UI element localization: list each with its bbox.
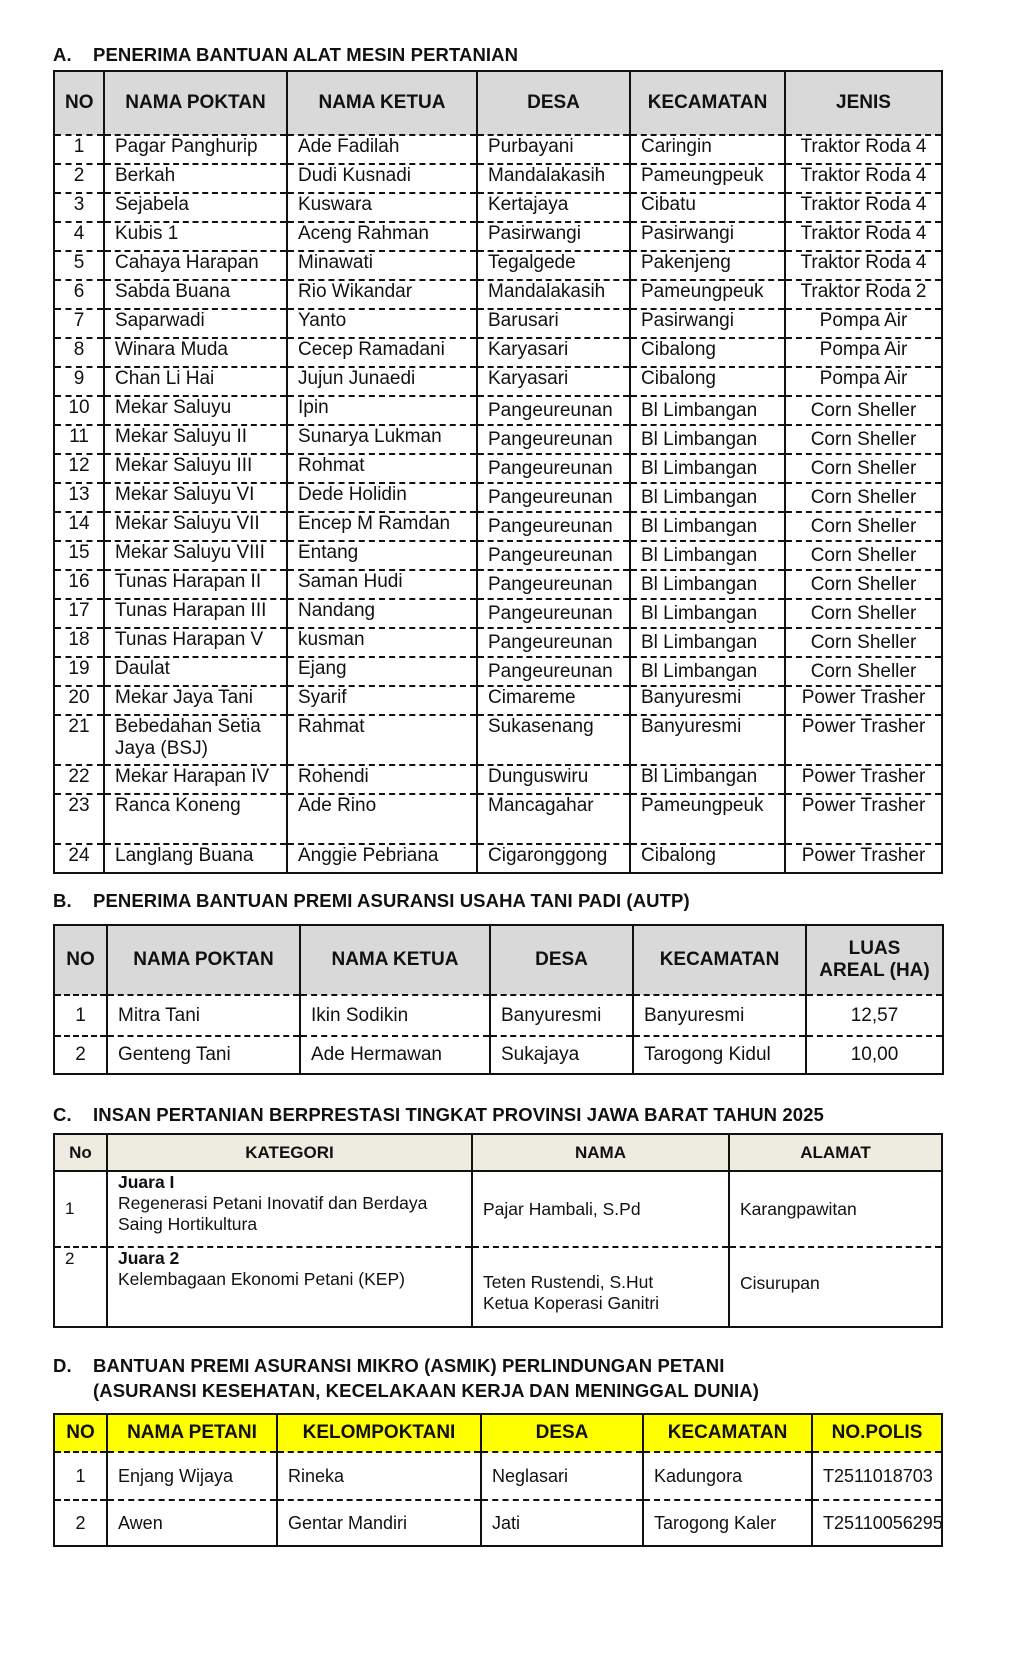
cell-kecamatan: Bl Limbangan: [630, 541, 785, 570]
cell-desa: Sukasenang: [477, 715, 630, 765]
cell-jenis: Traktor Roda 4: [785, 251, 942, 280]
table-row: [54, 599, 942, 628]
cell-desa: Mandalakasih: [477, 164, 630, 193]
cell-jenis: Traktor Roda 4: [785, 222, 942, 251]
cell-nama-poktan: Tunas Harapan II: [104, 570, 287, 599]
cell-jenis: Pompa Air: [785, 338, 942, 367]
col-header-nama-poktan: NAMA POKTAN: [104, 71, 287, 135]
cell-jenis: Pompa Air: [785, 309, 942, 338]
cell-kategori: [107, 1247, 472, 1327]
cell-desa: Cigaronggong: [477, 844, 630, 873]
table-asmik: [53, 1413, 943, 1547]
cell-kecamatan: Bl Limbangan: [630, 483, 785, 512]
cell-nama-ketua: Aceng Rahman: [287, 222, 477, 251]
cell-kecamatan: Pasirwangi: [630, 309, 785, 338]
cell-jenis: Corn Sheller: [785, 512, 942, 541]
cell-nama-ketua: Anggie Pebriana: [287, 844, 477, 873]
cell-jenis: Traktor Roda 4: [785, 135, 942, 164]
cell-nama-poktan: Langlang Buana: [104, 844, 287, 873]
cell-kecamatan: Pameungpeuk: [630, 794, 785, 844]
cell-nama-ketua: Sunarya Lukman: [287, 425, 477, 454]
cell-nama-poktan: Sabda Buana: [104, 280, 287, 309]
cell-nama-ketua: Minawati: [287, 251, 477, 280]
table-row: [54, 765, 942, 794]
section-c-heading: INSAN PERTANIAN BERPRESTASI TINGKAT PROVINSI JAWA BARAT TAHUN 2025: [93, 1104, 824, 1125]
cell-jenis: Corn Sheller: [785, 425, 942, 454]
cell-nama: [472, 1171, 729, 1247]
cell-kecamatan: Tarogong Kidul: [633, 1036, 806, 1074]
cell-nama-poktan: Pagar Panghurip: [104, 135, 287, 164]
cell-nama-poktan: Sejabela: [104, 193, 287, 222]
cell-desa: Pangeureunan: [477, 512, 630, 541]
table-row: [54, 454, 942, 483]
table-alsintan: [53, 70, 943, 874]
cell-kecamatan: Bl Limbangan: [630, 628, 785, 657]
cell-desa: Neglasari: [481, 1452, 643, 1500]
cell-desa: Pangeureunan: [477, 599, 630, 628]
table-row: [54, 995, 943, 1036]
table-row: [54, 280, 942, 309]
table-row: [54, 222, 942, 251]
cell-jenis: Traktor Roda 4: [785, 164, 942, 193]
table-row: [54, 367, 942, 396]
cell-jenis: Corn Sheller: [785, 570, 942, 599]
cell-nama-poktan: Ranca Koneng: [104, 794, 287, 844]
cell-kategori: [107, 1171, 472, 1247]
cell-kecamatan: Cibatu: [630, 193, 785, 222]
cell-kecamatan: Kadungora: [643, 1452, 812, 1500]
section-c-label: C.: [53, 1104, 72, 1125]
cell-no: 12: [54, 454, 104, 483]
col-header-kecamatan: KECAMATAN: [630, 71, 785, 135]
cell-jenis: Corn Sheller: [785, 541, 942, 570]
cell-desa: Karyasari: [477, 367, 630, 396]
col-header-kecamatan: KECAMATAN: [643, 1414, 812, 1452]
table-row: [54, 1171, 942, 1247]
table-row: [54, 844, 942, 873]
cell-no: 1: [54, 135, 104, 164]
cell-kelompoktani: Gentar Mandiri: [277, 1500, 481, 1546]
cell-no-polis: T2511018703: [812, 1452, 942, 1500]
table-prestasi: [53, 1133, 943, 1328]
table-row: [54, 1452, 942, 1500]
cell-no: 13: [54, 483, 104, 512]
cell-nama-ketua: Ade Hermawan: [300, 1036, 490, 1074]
cell-nama-ketua: Rohendi: [287, 765, 477, 794]
section-d-label: D.: [53, 1355, 72, 1376]
cell-no: 5: [54, 251, 104, 280]
cell-nama-ketua: Encep M Ramdan: [287, 512, 477, 541]
cell-desa: Mancagahar: [477, 794, 630, 844]
col-header-desa: DESA: [481, 1414, 643, 1452]
cell-nama-ketua: Syarif: [287, 686, 477, 715]
cell-jenis: Corn Sheller: [785, 483, 942, 512]
table-header-row: [54, 1134, 942, 1171]
cell-jenis: Corn Sheller: [785, 657, 942, 686]
cell-nama-ketua: Rio Wikandar: [287, 280, 477, 309]
cell-nama-petani: Awen: [107, 1500, 277, 1546]
cell-desa: Barusari: [477, 309, 630, 338]
table-row: [54, 396, 942, 425]
table-row: [54, 686, 942, 715]
cell-no: 4: [54, 222, 104, 251]
cell-nama-ketua: Cecep Ramadani: [287, 338, 477, 367]
cell-jenis: Corn Sheller: [785, 628, 942, 657]
cell-no: 1: [54, 995, 107, 1036]
cell-nama-ketua: Ade Rino: [287, 794, 477, 844]
cell-nama-ketua: Saman Hudi: [287, 570, 477, 599]
cell-desa: Pangeureunan: [477, 628, 630, 657]
col-header-desa: DESA: [490, 925, 633, 995]
cell-nama-ketua: kusman: [287, 628, 477, 657]
col-header-nama: NAMA: [472, 1134, 729, 1171]
cell-nama-ketua: Ade Fadilah: [287, 135, 477, 164]
cell-jenis: Corn Sheller: [785, 454, 942, 483]
cell-desa: Pangeureunan: [477, 541, 630, 570]
cell-no: 9: [54, 367, 104, 396]
cell-nama-poktan: Saparwadi: [104, 309, 287, 338]
cell-kecamatan: Banyuresmi: [633, 995, 806, 1036]
cell-desa: Kertajaya: [477, 193, 630, 222]
cell-nama-ketua: Dudi Kusnadi: [287, 164, 477, 193]
cell-no-polis: T25110056295: [812, 1500, 942, 1546]
cell-no: 14: [54, 512, 104, 541]
col-header-no: NO: [54, 925, 107, 995]
cell-nama-petani: Enjang Wijaya: [107, 1452, 277, 1500]
col-header-nama-ketua: NAMA KETUA: [300, 925, 490, 995]
table-row: [54, 135, 942, 164]
cell-nama-poktan: Bebedahan Setia Jaya (BSJ): [104, 715, 287, 765]
cell-nama-poktan: Mekar Saluyu VII: [104, 512, 287, 541]
cell-nama-ketua: Entang: [287, 541, 477, 570]
cell-no: 17: [54, 599, 104, 628]
cell-no: 11: [54, 425, 104, 454]
cell-nama-poktan: Mekar Saluyu II: [104, 425, 287, 454]
cell-no: 21: [54, 715, 104, 765]
cell-desa: Tegalgede: [477, 251, 630, 280]
cell-jenis: Traktor Roda 4: [785, 193, 942, 222]
cell-kecamatan: Pasirwangi: [630, 222, 785, 251]
section-a-title: [53, 44, 518, 66]
col-header-no: NO: [54, 1414, 107, 1452]
cell-no: 18: [54, 628, 104, 657]
person-name: Pajar Hambali, S.Pd: [483, 1198, 641, 1219]
cell-desa: Purbayani: [477, 135, 630, 164]
table-row: [54, 628, 942, 657]
cell-nama-ketua: Jujun Junaedi: [287, 367, 477, 396]
table-row: [54, 1500, 942, 1546]
cell-nama-poktan: Tunas Harapan V: [104, 628, 287, 657]
cell-no: 2: [54, 1036, 107, 1074]
cell-kecamatan: Cibalong: [630, 338, 785, 367]
cell-nama-poktan: Genteng Tani: [107, 1036, 300, 1074]
cell-desa: Pangeureunan: [477, 425, 630, 454]
cell-nama-poktan: Mekar Saluyu VI: [104, 483, 287, 512]
cell-no: 7: [54, 309, 104, 338]
cell-jenis: Pompa Air: [785, 367, 942, 396]
col-header-jenis: JENIS: [785, 71, 942, 135]
col-header-kecamatan: KECAMATAN: [633, 925, 806, 995]
cell-no: 6: [54, 280, 104, 309]
cell-jenis: Traktor Roda 2: [785, 280, 942, 309]
table-row: [54, 541, 942, 570]
cell-nama-ketua: Rahmat: [287, 715, 477, 765]
col-header-kategori: KATEGORI: [107, 1134, 472, 1171]
cell-jenis: Corn Sheller: [785, 396, 942, 425]
cell-desa: Pangeureunan: [477, 396, 630, 425]
cell-luas-areal: 10,00: [806, 1036, 943, 1074]
table-row: [54, 251, 942, 280]
cell-no: 20: [54, 686, 104, 715]
cell-nama-poktan: Chan Li Hai: [104, 367, 287, 396]
cell-nama-poktan: Mekar Saluyu III: [104, 454, 287, 483]
cell-kecamatan: Bl Limbangan: [630, 657, 785, 686]
rank-label: Juara 2: [118, 1248, 180, 1268]
cell-desa: Karyasari: [477, 338, 630, 367]
cell-kecamatan: Bl Limbangan: [630, 599, 785, 628]
cell-no: 19: [54, 657, 104, 686]
cell-no: 22: [54, 765, 104, 794]
cell-no: 2: [54, 1500, 107, 1546]
cell-no: 2: [54, 1247, 107, 1327]
cell-no: 24: [54, 844, 104, 873]
table-row: [54, 1036, 943, 1074]
section-d-subtitle: (ASURANSI KESEHATAN, KECELAKAAN KERJA DAN MENINGGAL DUNIA): [93, 1380, 759, 1401]
col-header-desa: DESA: [477, 71, 630, 135]
cell-kecamatan: Bl Limbangan: [630, 454, 785, 483]
cell-nama-poktan: Cahaya Harapan: [104, 251, 287, 280]
cell-jenis: Power Trasher: [785, 844, 942, 873]
table-row: [54, 715, 942, 765]
category-text: Kelembagaan Ekonomi Petani (KEP): [118, 1269, 405, 1289]
cell-jenis: Power Trasher: [785, 686, 942, 715]
table-autp: [53, 924, 944, 1075]
table-row: [54, 338, 942, 367]
col-header-no-polis: NO.POLIS: [812, 1414, 942, 1452]
table-row: [54, 1247, 942, 1327]
cell-jenis: Power Trasher: [785, 715, 942, 765]
cell-nama-poktan: Mekar Harapan IV: [104, 765, 287, 794]
table-row: [54, 483, 942, 512]
cell-nama-poktan: Tunas Harapan III: [104, 599, 287, 628]
cell-jenis: Power Trasher: [785, 794, 942, 844]
cell-jenis: Power Trasher: [785, 765, 942, 794]
cell-kecamatan: Bl Limbangan: [630, 396, 785, 425]
cell-kecamatan: Bl Limbangan: [630, 512, 785, 541]
cell-kecamatan: Pakenjeng: [630, 251, 785, 280]
section-d-heading: BANTUAN PREMI ASURANSI MIKRO (ASMIK) PERLINDUNGAN PETANI: [93, 1355, 725, 1376]
cell-jenis: Corn Sheller: [785, 599, 942, 628]
cell-kecamatan: Banyuresmi: [630, 686, 785, 715]
table-row: [54, 657, 942, 686]
category-text: Regenerasi Petani Inovatif dan Berdaya Saing Hortikultura: [118, 1193, 428, 1234]
cell-no: 1: [54, 1171, 107, 1247]
section-b-title: [53, 890, 690, 912]
col-header-luas-areal: LUAS AREAL (HA): [806, 925, 943, 995]
cell-nama-ketua: Dede Holidin: [287, 483, 477, 512]
cell-no: 2: [54, 164, 104, 193]
person-name: Teten Rustendi, S.Hut: [483, 1272, 654, 1292]
col-header-alamat: ALAMAT: [729, 1134, 942, 1171]
cell-no: 23: [54, 794, 104, 844]
cell-kecamatan: Tarogong Kaler: [643, 1500, 812, 1546]
cell-no: 3: [54, 193, 104, 222]
cell-kecamatan: Caringin: [630, 135, 785, 164]
cell-nama-poktan: Berkah: [104, 164, 287, 193]
cell-nama-poktan: Winara Muda: [104, 338, 287, 367]
cell-kecamatan: Pameungpeuk: [630, 280, 785, 309]
table-row: [54, 512, 942, 541]
col-header-no: NO: [54, 71, 104, 135]
table-header-row: [54, 71, 942, 135]
rank-label: Juara I: [118, 1172, 175, 1192]
table-row: [54, 164, 942, 193]
cell-kecamatan: Bl Limbangan: [630, 765, 785, 794]
person-role: Ketua Koperasi Ganitri: [483, 1293, 660, 1313]
cell-desa: Banyuresmi: [490, 995, 633, 1036]
cell-nama-poktan: Mekar Saluyu: [104, 396, 287, 425]
cell-desa: Pangeureunan: [477, 657, 630, 686]
cell-luas-areal: 12,57: [806, 995, 943, 1036]
section-a-heading: PENERIMA BANTUAN ALAT MESIN PERTANIAN: [93, 44, 519, 65]
col-header-nama-poktan: NAMA POKTAN: [107, 925, 300, 995]
col-header-kelompoktani: KELOMPOKTANI: [277, 1414, 481, 1452]
section-c-title: [53, 1104, 824, 1126]
cell-kelompoktani: Rineka: [277, 1452, 481, 1500]
col-header-nama-ketua: NAMA KETUA: [287, 71, 477, 135]
cell-nama-poktan: Mekar Saluyu VIII: [104, 541, 287, 570]
cell-nama-ketua: Yanto: [287, 309, 477, 338]
cell-kecamatan: Cibalong: [630, 367, 785, 396]
cell-desa: Dunguswiru: [477, 765, 630, 794]
cell-no: 1: [54, 1452, 107, 1500]
cell-kecamatan: Cibalong: [630, 844, 785, 873]
cell-no: 8: [54, 338, 104, 367]
cell-desa: Jati: [481, 1500, 643, 1546]
cell-nama-poktan: Mekar Jaya Tani: [104, 686, 287, 715]
table-row: [54, 193, 942, 222]
cell-alamat: Karangpawitan: [729, 1171, 942, 1247]
cell-desa: Pangeureunan: [477, 483, 630, 512]
section-b-label: B.: [53, 890, 72, 911]
cell-nama: [472, 1247, 729, 1327]
cell-nama-ketua: Ejang: [287, 657, 477, 686]
cell-desa: Pangeureunan: [477, 570, 630, 599]
section-b-heading: PENERIMA BANTUAN PREMI ASURANSI USAHA TANI PADI (AUTP): [93, 890, 690, 911]
cell-no: 16: [54, 570, 104, 599]
cell-desa: Sukajaya: [490, 1036, 633, 1074]
cell-kecamatan: Bl Limbangan: [630, 425, 785, 454]
table-row: [54, 309, 942, 338]
section-d-title: [53, 1355, 759, 1402]
cell-kecamatan: Bl Limbangan: [630, 570, 785, 599]
table-row: [54, 570, 942, 599]
table-row: [54, 425, 942, 454]
cell-nama-ketua: Ipin: [287, 396, 477, 425]
col-header-no: No: [54, 1134, 107, 1171]
cell-nama-poktan: Daulat: [104, 657, 287, 686]
cell-nama-ketua: Kuswara: [287, 193, 477, 222]
cell-nama-ketua: Nandang: [287, 599, 477, 628]
cell-desa: Pangeureunan: [477, 454, 630, 483]
cell-kecamatan: Pameungpeuk: [630, 164, 785, 193]
table-header-row: [54, 925, 943, 995]
cell-kecamatan: Banyuresmi: [630, 715, 785, 765]
cell-nama-poktan: Mitra Tani: [107, 995, 300, 1036]
cell-no: 15: [54, 541, 104, 570]
section-a-label: A.: [53, 44, 72, 65]
table-row: [54, 794, 942, 844]
cell-no: 10: [54, 396, 104, 425]
cell-nama-ketua: Ikin Sodikin: [300, 995, 490, 1036]
cell-desa: Mandalakasih: [477, 280, 630, 309]
cell-alamat: Cisurupan: [729, 1247, 942, 1327]
table-header-row: [54, 1414, 942, 1452]
cell-desa: Cimareme: [477, 686, 630, 715]
cell-desa: Pasirwangi: [477, 222, 630, 251]
cell-nama-poktan: Kubis 1: [104, 222, 287, 251]
col-header-nama-petani: NAMA PETANI: [107, 1414, 277, 1452]
cell-nama-ketua: Rohmat: [287, 454, 477, 483]
